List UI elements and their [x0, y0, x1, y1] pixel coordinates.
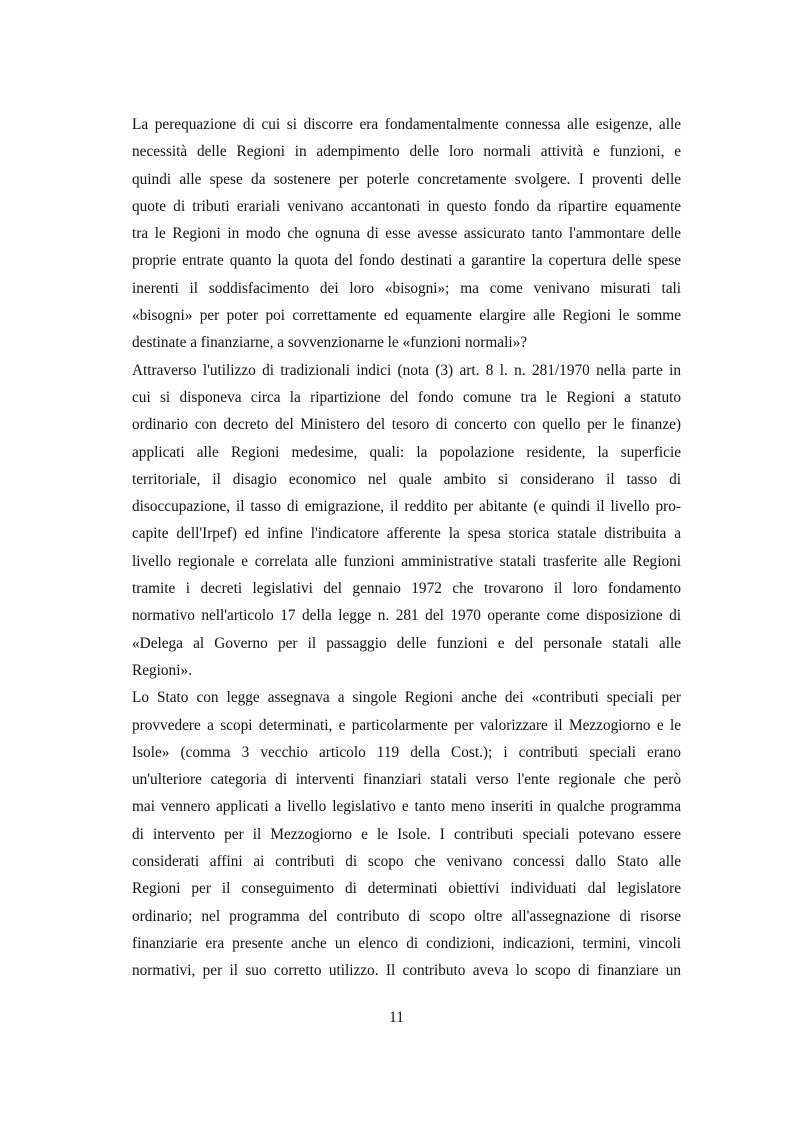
- text-line: finanziarie era presente anche un elenco di condizioni, indicazioni, termini, vincoli: [132, 934, 681, 952]
- paragraph: [132, 357, 681, 685]
- body-text: [132, 111, 681, 985]
- text-line: Regioni».: [132, 661, 192, 679]
- paragraph: [132, 111, 681, 357]
- text-line: territoriale, il disagio economico nel quale ambito si considerano il tasso di: [132, 470, 681, 488]
- text-line: Attraverso l'utilizzo di tradizionali indici (nota (3) art. 8 l. n. 281/1970 nella parte in: [132, 361, 681, 379]
- text-line: tra le Regioni in modo che ognuna di esse avesse assicurato tanto l'ammontare delle: [132, 225, 681, 243]
- text-line: applicati alle Regioni medesime, quali: la popolazione residente, la superficie: [132, 443, 681, 461]
- text-line: cui si disponeva circa la ripartizione del fondo comune tra le Regioni a statuto: [132, 388, 681, 406]
- text-line: quote di tributi erariali venivano accantonati in questo fondo da ripartire equamente: [132, 197, 681, 215]
- text-line: capite dell'Irpef) ed infine l'indicatore afferente la spesa storica statale distribuita a: [132, 525, 681, 543]
- text-line: Isole» (comma 3 vecchio articolo 119 della Cost.); i contributi speciali erano: [132, 743, 681, 761]
- text-line: tramite i decreti legislativi del gennaio 1972 che trovarono il loro fondamento: [132, 580, 681, 598]
- text-line: di intervento per il Mezzogiorno e le Isole. I contributi speciali potevano essere: [132, 825, 681, 843]
- text-line: Regioni per il conseguimento di determinati obiettivi individuati dal legislatore: [132, 880, 681, 898]
- text-line: disoccupazione, il tasso di emigrazione, il reddito per abitante (e quindi il livello pro-: [132, 498, 681, 516]
- paragraph: [132, 684, 681, 984]
- text-line: «Delega al Governo per il passaggio delle funzioni e del personale statali alle: [132, 634, 681, 652]
- text-line: La perequazione di cui si discorre era fondamentalmente connessa alle esigenze, alle: [132, 116, 681, 133]
- text-line: ordinario con decreto del Ministero del tesoro di concerto con quello per le finanze): [132, 416, 681, 434]
- text-line: proprie entrate quanto la quota del fondo destinati a garantire la copertura delle spese: [132, 252, 681, 270]
- text-line: Lo Stato con legge assegnava a singole Regioni anche dei «contributi speciali per: [132, 689, 681, 707]
- text-line: normativi, per il suo corretto utilizzo. Il contributo aveva lo scopo di finanziare un: [132, 962, 681, 980]
- text-line: provvedere a scopi determinati, e particolarmente per valorizzare il Mezzogiorno e le: [132, 716, 681, 734]
- text-line: mai vennero applicati a livello legislativo e tanto meno inseriti in qualche programma: [132, 798, 681, 816]
- text-line: inerenti il soddisfacimento dei loro «bisogni»; ma come venivano misurati tali: [132, 279, 681, 297]
- text-line: ordinario; nel programma del contributo di scopo oltre all'assegnazione di risorse: [132, 907, 681, 925]
- text-line: normativo nell'articolo 17 della legge n. 281 del 1970 operante come disposizione di: [132, 607, 681, 625]
- text-line: considerati affini ai contributi di scopo che venivano concessi dallo Stato alle: [132, 853, 681, 871]
- page-number: 11: [389, 1009, 404, 1026]
- text-line: «bisogni» per poter poi correttamente ed equamente elargire alle Regioni le somme: [132, 307, 681, 325]
- text-line: quindi alle spese da sostenere per poterle concretamente svolgere. I proventi delle: [132, 170, 681, 188]
- text-line: livello regionale e correlata alle funzioni amministrative statali trasferite alle Regioni: [132, 552, 681, 570]
- text-line: un'ulteriore categoria di interventi finanziari statali verso l'ente regionale che però: [132, 771, 681, 789]
- text-line: destinate a finanziarne, a sovvenzionarne le «funzioni normali»?: [132, 334, 528, 352]
- text-line: necessità delle Regioni in adempimento delle loro normali attività e funzioni, e: [132, 143, 681, 161]
